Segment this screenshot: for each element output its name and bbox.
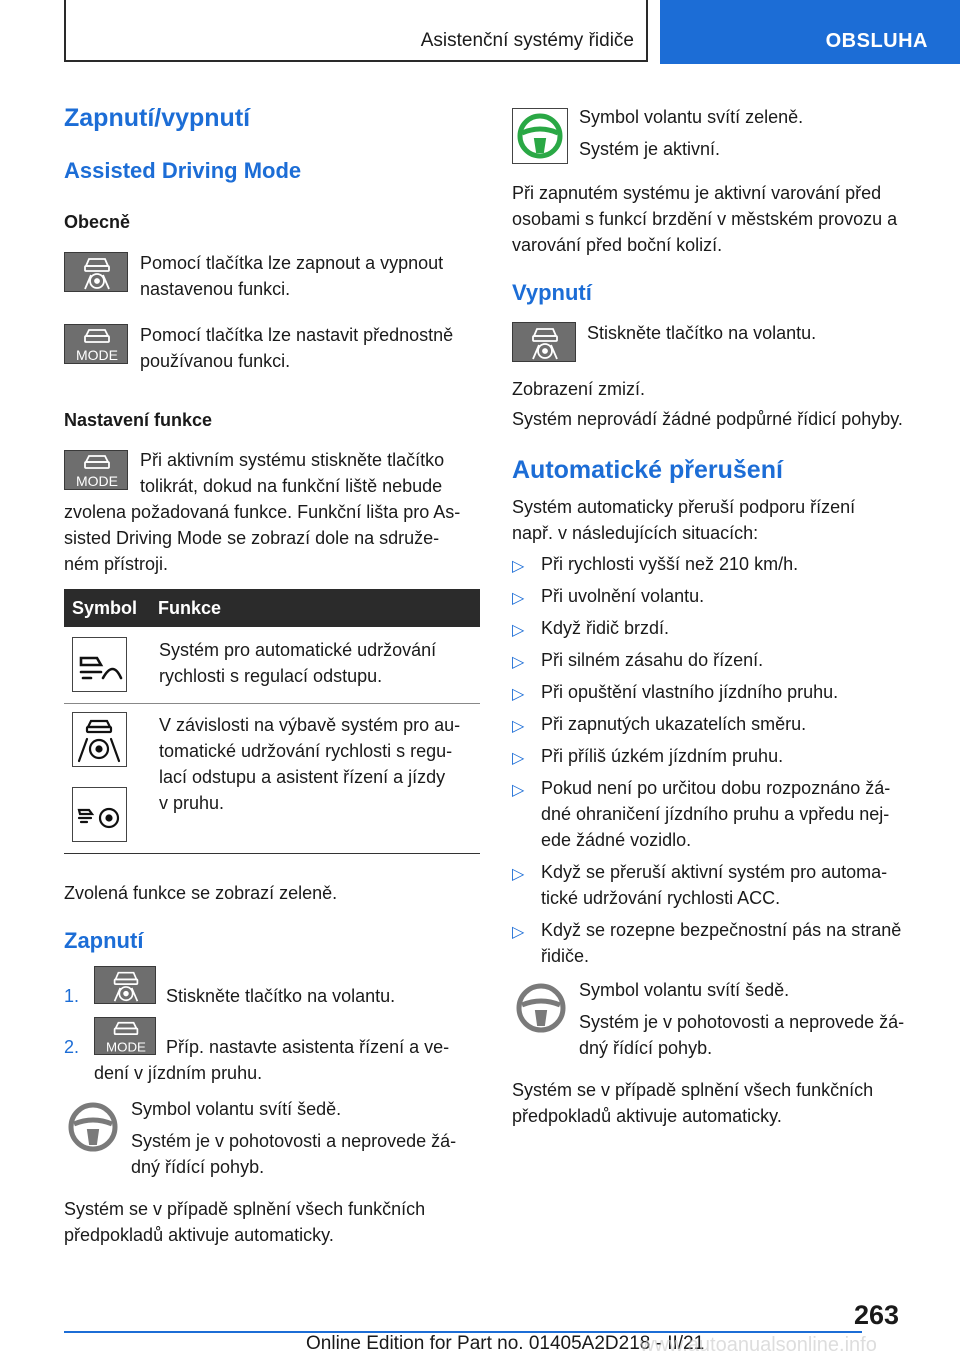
heading-zapnuti: Zapnutí	[64, 928, 144, 953]
bullet-icon: ▷	[512, 686, 525, 703]
left-gray-text-1: Symbol volantu svítí šedě.	[131, 1099, 342, 1119]
heading-automaticke-preruseni: Automatické přerušení	[512, 456, 783, 484]
list-item: Při uvolnění volantu.	[541, 586, 705, 606]
table-bottom-rule	[64, 853, 480, 854]
bullet-icon: ▷	[512, 622, 525, 639]
page-number: 263	[854, 1300, 900, 1330]
table-row1-text: Systém pro automatické udržování rychlosti s regulací odstupu.	[159, 640, 437, 686]
steering-assist-button-icon	[512, 322, 576, 362]
vypnuti-text-3: Systém neprovádí žádné podpůrné řídicí pohyby.	[512, 409, 903, 429]
list-item: Když řidič brzdí.	[541, 618, 670, 638]
bullet-icon: ▷	[512, 782, 525, 799]
right-green-text-1: Symbol volantu svítí zeleně.	[579, 107, 804, 127]
acc-distance-symbol-icon	[72, 637, 127, 692]
bullet-icon: ▷	[512, 558, 525, 575]
mode-button-icon	[94, 1017, 156, 1055]
table-row2-text: V závislosti na výbavě systém pro au- tomatické udržování rychlosti s regu- lací odstupu a asistent řízení a jízdy v pruhu.	[159, 715, 461, 813]
right-warn-text: Při zapnutém systému je aktivní varování před osobami s funkcí brzdění v městském provozu a varování před boční kolizí.	[512, 183, 898, 255]
header-section-tab	[660, 0, 960, 64]
svg-text:MODE: MODE	[106, 1039, 146, 1055]
right-gray-text-1: Symbol volantu svítí šedě.	[579, 980, 790, 1000]
steering-wheel-gray-icon	[514, 981, 568, 1040]
lane-assist-symbol-icon	[72, 787, 127, 842]
obecne-text-1: Pomocí tlačítka lze zapnout a vypnout nastavenou funkci.	[140, 253, 444, 299]
svg-text:MODE: MODE	[76, 473, 118, 489]
vypnuti-text-2: Zobrazení zmizí.	[512, 379, 646, 399]
list-item: Při příliš úzkém jízdním pruhu.	[541, 746, 784, 766]
heading-nastaveni-funkce: Nastavení funkce	[64, 410, 213, 430]
bullet-icon: ▷	[512, 590, 525, 607]
vypnuti-text-1: Stiskněte tlačítko na volantu.	[587, 323, 817, 343]
mode-button-icon	[64, 450, 128, 490]
mode-button-icon	[64, 324, 128, 364]
nastaveni-text-b: zvolena požadovaná funkce. Funkční lišta pro As- sisted Driving Mode se zobrazí dole na sdruže- ném přístroji.	[64, 502, 461, 574]
list-item: Pokud není po určitou dobu rozpoznáno žá- dné ohraničení jízdního pruhu a vpředu nej- ede žádné vozidlo.	[541, 778, 891, 850]
heading-zapnuti-vypnuti: Zapnutí/vypnutí	[64, 104, 251, 132]
bullet-icon: ▷	[512, 718, 525, 735]
step2-text-b: dení v jízdním pruhu.	[94, 1063, 263, 1083]
steering-wheel-green-icon	[512, 108, 568, 164]
auto-intro-text: Systém automaticky přeruší podporu řízení např. v následujících situacích:	[512, 497, 856, 543]
right-auto-text: Systém se v případě splnění všech funkčních předpokladů aktivuje automaticky.	[512, 1080, 874, 1126]
bullet-icon: ▷	[512, 654, 525, 671]
step-number: 1.	[64, 986, 80, 1006]
table-col-symbol: Symbol	[72, 598, 138, 618]
steering-assist-symbol-icon	[72, 712, 127, 767]
chapter-title: Asistenční systémy řidiče	[420, 30, 634, 51]
list-item: Při opuštění vlastního jízdního pruhu.	[541, 682, 839, 702]
header-chapter-box	[64, 0, 648, 62]
bullet-icon: ▷	[512, 924, 525, 941]
list-item: Když se přeruší aktivní systém pro automa- tické udržování rychlosti ACC.	[541, 862, 888, 908]
table-col-funkce: Funkce	[158, 598, 222, 618]
step1-text: Stiskněte tlačítko na volantu.	[166, 986, 396, 1006]
table-row-divider	[64, 703, 480, 704]
footer-edition: Online Edition for Part no. 01405A2D218 - II/21	[306, 1333, 705, 1354]
bullet-icon: ▷	[512, 866, 525, 883]
list-item: Když se rozepne bezpečnostní pás na straně řidiče.	[541, 920, 902, 966]
heading-vypnuti: Vypnutí	[512, 280, 592, 305]
step2-text-a: Příp. nastavte asistenta řízení a ve-	[166, 1037, 450, 1057]
right-green-text-2: Systém je aktivní.	[579, 139, 721, 159]
nastaveni-text-a: Při aktivním systému stiskněte tlačítko tolikrát, dokud na funkční liště nebude	[140, 450, 445, 496]
heading-obecne: Obecně	[64, 212, 131, 232]
steering-assist-button-icon	[64, 252, 128, 292]
watermark: www.autoanualsonline.info	[640, 1334, 877, 1356]
list-item: Při silném zásahu do řízení.	[541, 650, 764, 670]
step-number: 2.	[64, 1037, 80, 1057]
list-item: Při zapnutých ukazatelích směru.	[541, 714, 807, 734]
zvolena-text: Zvolená funkce se zobrazí zeleně.	[64, 883, 338, 903]
table-header	[64, 589, 480, 627]
heading-assisted-driving-mode: Assisted Driving Mode	[64, 158, 302, 183]
steering-assist-button-icon	[94, 966, 156, 1004]
section-title: OBSLUHA	[825, 30, 928, 52]
obecne-text-2: Pomocí tlačítka lze nastavit přednostně používanou funkci.	[140, 325, 454, 371]
svg-text:MODE: MODE	[76, 347, 118, 363]
steering-wheel-gray-icon	[66, 1100, 120, 1159]
left-gray-text-2: Systém je v pohotovosti a neprovede žá- dný řídící pohyb.	[131, 1131, 457, 1177]
list-item: Při rychlosti vyšší než 210 km/h.	[541, 554, 799, 574]
right-gray-text-2: Systém je v pohotovosti a neprovede žá- dný řídící pohyb.	[579, 1012, 905, 1058]
left-auto-text: Systém se v případě splnění všech funkčních předpokladů aktivuje automaticky.	[64, 1199, 426, 1245]
bullet-icon: ▷	[512, 750, 525, 767]
